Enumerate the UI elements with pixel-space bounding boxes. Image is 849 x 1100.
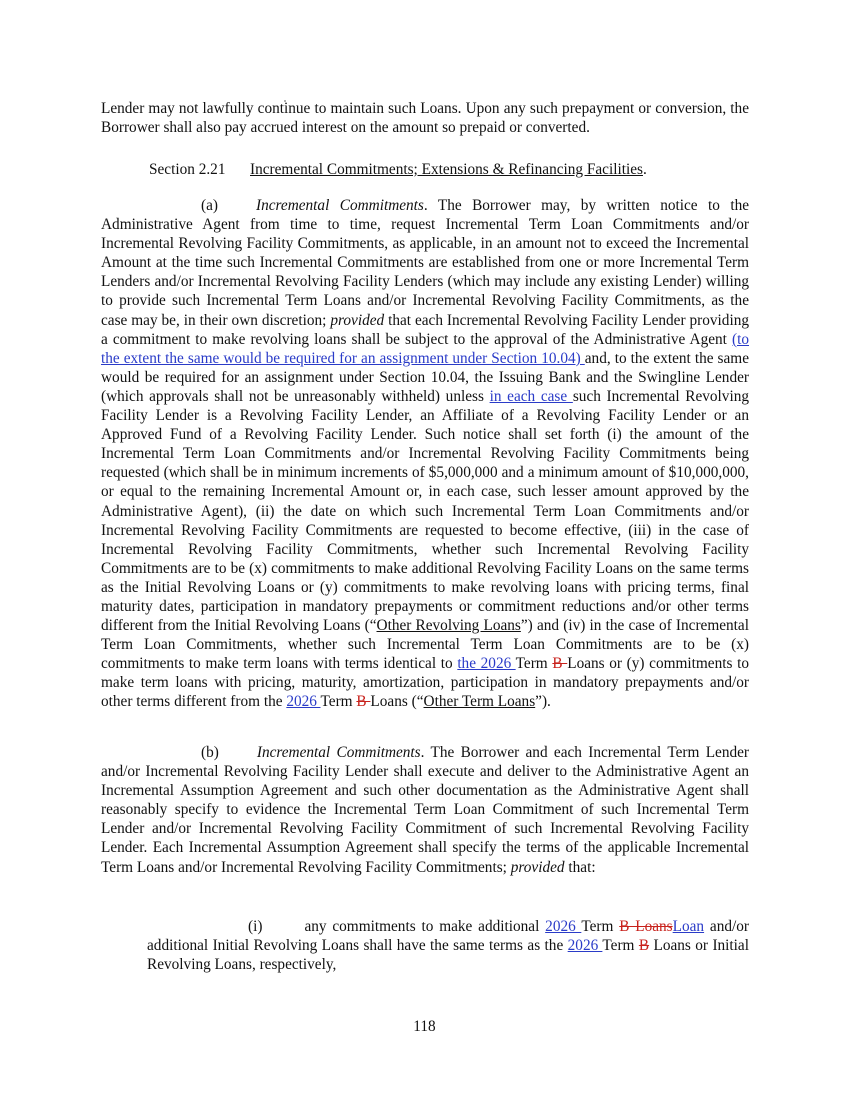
pa-label: (a) — [201, 197, 218, 214]
pi-label: (i) — [248, 918, 263, 935]
paragraph-b-i — [147, 917, 749, 974]
pb-text-2: that: — [564, 858, 596, 876]
pa-text-8: Term — [320, 693, 357, 711]
section-title-period: . — [642, 161, 647, 178]
pa-text-6: Term — [515, 655, 553, 673]
pi-text-4: Term — [602, 937, 639, 955]
paragraph-b — [101, 743, 749, 877]
pa-text-4: such Incremental Revolving Facility Lender is a Revolving Facility Lender, an Affiliate of a Revolving Facility Lender or an Approved Fund of a Revolving Facility Lender. Such notice shall set forth (i) the amount of the Incremental Term Loan Commitments and/or Incremental Revolving Facility Commitments being requested (which shall be in minimum increments of $5,000,000 and a minimum amount of $10,000,000, or equal to the remaining Incremental Amount or, in each case, such lesser amount approved by the Administrative Agent), (ii) the date on which such Incremental Term Loan Commitments and/or Incremental Revolving Facility Commitments are requested to become effective, (iii) in the case of Incremental Revolving Facility Commitments, whether such Incremental Revolving Facility Commitments are to be (x) commitments to make additional Revolving Facility Loans on the same terms as the Initial Revolving Loans or (y) commitments to make revolving loans with pricing terms, final maturity dates, participation in mandatory prepayments or commitment reductions and/or other terms different from the Initial Revolving Loans (“ — [101, 387, 749, 635]
p0-text: Lender may not lawfully continue to maintain such Loans. Upon any such prepayment or conversion, the Borrower shall also pay accrued interest on the amount so prepaid or converted. — [101, 100, 749, 137]
pi-text-3: and/or additional Initial Revolving Loans shall have the same terms as the — [147, 918, 749, 955]
pa-deletion-2: B — [356, 693, 371, 711]
pa-title: Incremental Commitments — [255, 197, 424, 214]
pa-defined-other-revolving-loans: Other Revolving Loans — [376, 617, 521, 635]
pa-provided: provided — [330, 311, 385, 329]
section-heading — [149, 160, 647, 179]
pa-insertion-4: 2026 — [286, 693, 321, 711]
pi-deletion-2: B — [638, 937, 650, 955]
pi-insertion-2: Loan — [672, 918, 705, 935]
page-number: 118 — [413, 1018, 436, 1035]
pa-text-5: ”) and (iv) in the case of Incremental Term Loan Commitments, whether such Incremental Term Loan Commitments are to be (x) commitments to make term loans with terms identical to — [101, 617, 749, 673]
pb-provided: provided — [510, 858, 565, 876]
pa-defined-other-term-loans: Other Term Loans — [423, 693, 536, 711]
pa-text-7: Loans or (y) commitments to make term loans with pricing, maturity, amortization, participation in mandatory prepayments and/or other terms different from the — [101, 655, 750, 711]
pa-deletion-1: B — [552, 655, 568, 673]
pi-text-2: Term — [581, 918, 620, 935]
pi-insertion-1: 2026 — [545, 918, 582, 935]
pi-text-5: Loans or Initial Revolving Loans, respectively, — [147, 937, 749, 974]
paragraph-a — [101, 196, 749, 712]
pa-text-10: ”). — [535, 693, 551, 711]
pb-text-1: . The Borrower and each Incremental Term Lender and/or Incremental Revolving Facility Lender shall execute and deliver to the Administrative Agent an Incremental Assumption Agreement and such other documentation as the Administrative Agent shall reasonably specify to evidence the Incremental Term Loan Commitment of such Incremental Term Lender and/or Incremental Revolving Facility Commitment of such Incremental Revolving Facility Lender. Each Incremental Assumption Agreement shall specify the terms of the applicable Incremental Term Loans and/or Incremental Revolving Facility Commitments; — [101, 744, 750, 876]
section-number: Section 2.21 — [149, 161, 226, 178]
pb-title: Incremental Commitments — [256, 744, 421, 761]
pa-text-9: Loans (“ — [370, 693, 424, 711]
pa-text-3: and, to the extent the same would be required for an assignment under Section 10.04, the Issuing Bank and the Swingline Lender (which approvals shall not be unreasonably withheld) unless — [101, 349, 749, 405]
pi-insertion-3: 2026 — [567, 937, 603, 955]
paragraph-continuation — [101, 99, 749, 137]
section-title: Incremental Commitments; Extensions & Refinancing Facilities — [250, 161, 643, 178]
pi-text-1: any commitments to make additional — [304, 918, 546, 935]
pb-label: (b) — [201, 744, 219, 761]
pa-insertion-1: (to the extent the same would be required for an assignment under Section 10.04) — [101, 330, 749, 367]
pa-text-1: . The Borrower may, by written notice to the Administrative Agent from time to time, request Incremental Term Loan Commitments and/or Incremental Revolving Facility Commitments, as applicable, in an amount not to exceed the Incremental Amount at the time such Incremental Commitments are established from one or more Incremental Term Lenders and/or Incremental Revolving Facility Lenders (which may include any existing Lender) willing to provide such Incremental Term Loans and/or Incremental Revolving Facility Commitments, as the case may be, in their own discretion; — [101, 197, 750, 329]
pi-deletion-1: B Loans — [619, 918, 673, 935]
pa-text-2: that each Incremental Revolving Facility Lender providing a commitment to make revolving loans shall be subject to the approval of the Administrative Agent — [101, 311, 749, 348]
pa-insertion-2: in each case — [489, 387, 573, 405]
pa-insertion-3: the 2026 — [457, 655, 516, 673]
